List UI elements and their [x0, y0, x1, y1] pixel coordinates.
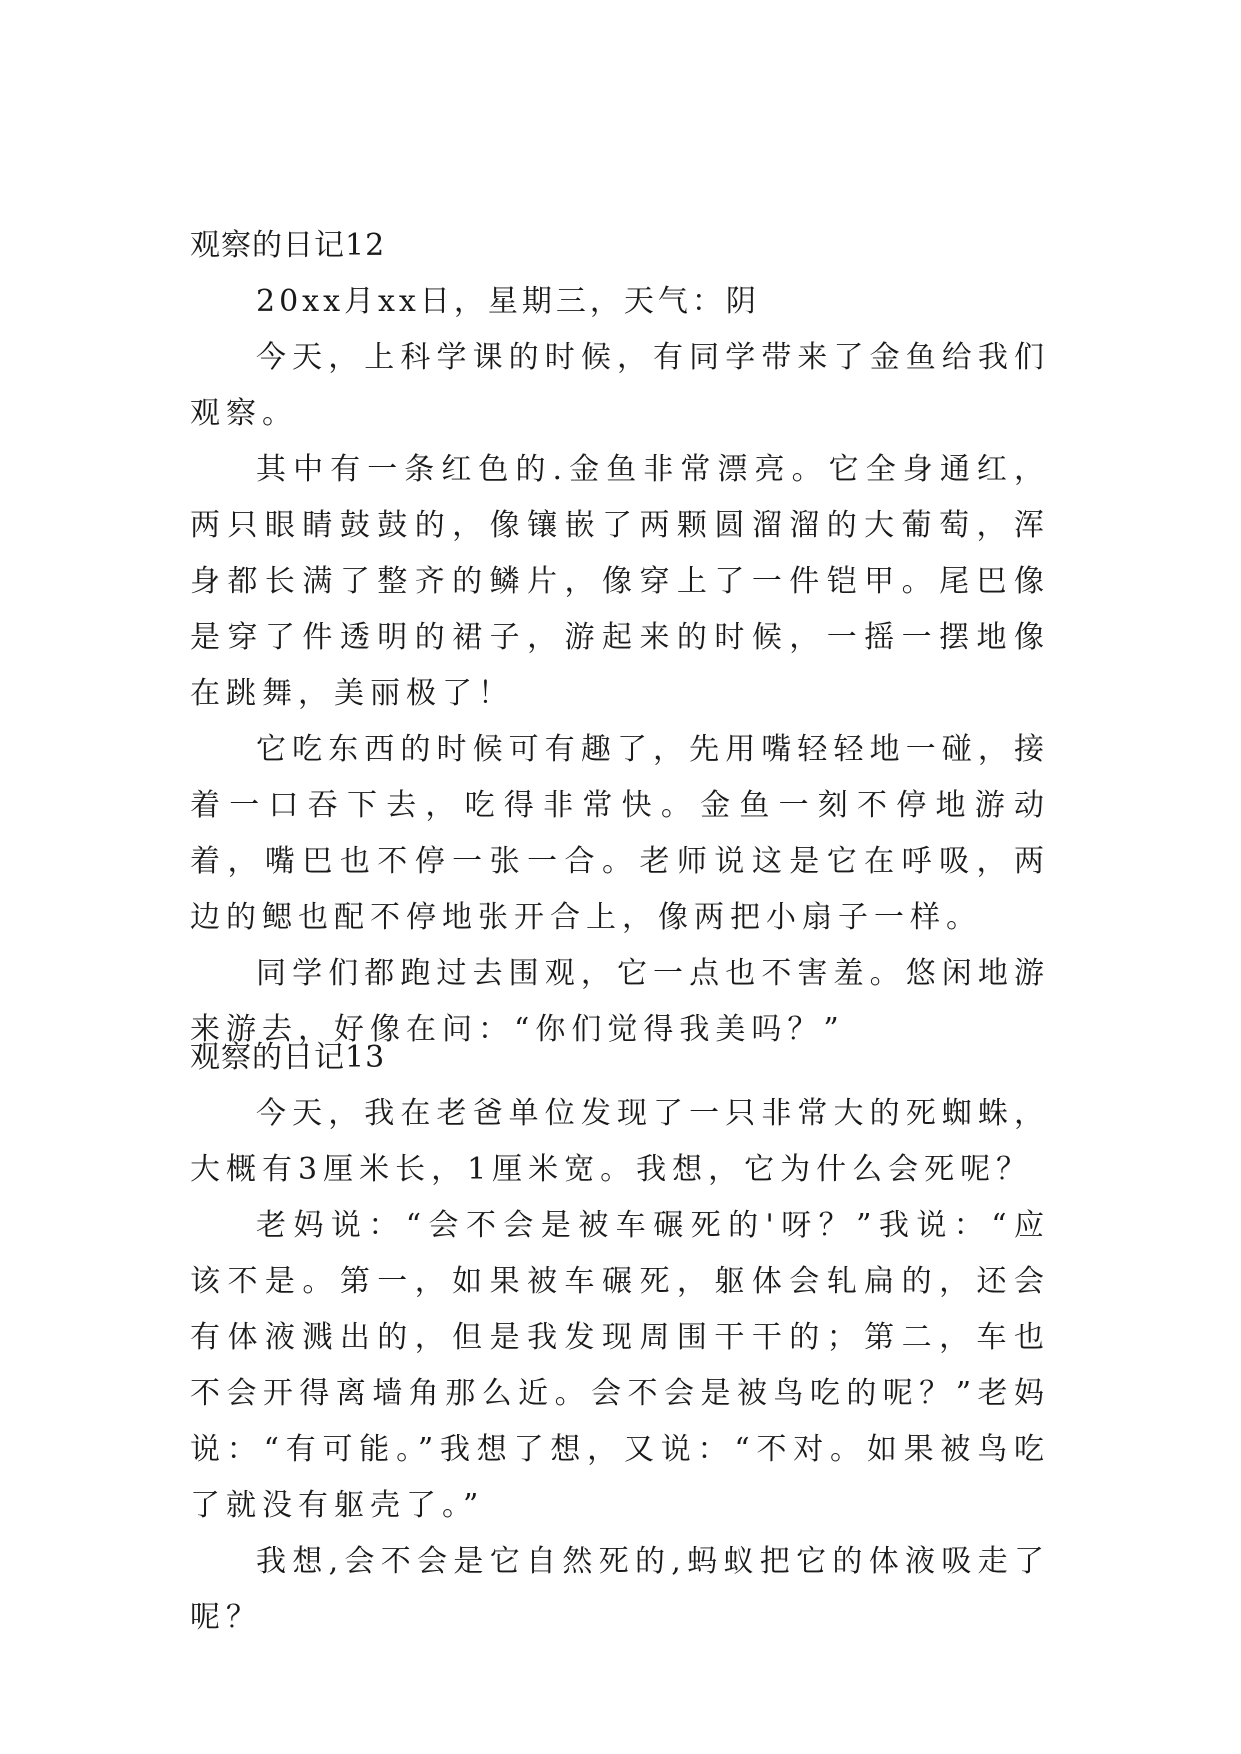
- entry-paragraph: 同学们都跑过去围观，它一点也不害羞。悠闲地游来游去，好像在问：“你们觉得我美吗？”: [190, 956, 1050, 1047]
- entry-date-line: 20xx月xx日，星期三，天气：阴: [256, 284, 760, 319]
- diary-entry-13: [190, 1030, 1050, 1646]
- entry-paragraph: 它吃东西的时候可有趣了，先用嘴轻轻地一碰，接着一口吞下去，吃得非常快。金鱼一刻不停地游动着，嘴巴也不停一张一合。老师说这是它在呼吸，两边的鳃也配不停地张开合上，像两把小扇子一样。: [190, 732, 1050, 935]
- entry-paragraph: 今天，上科学课的时候，有同学带来了金鱼给我们观察。: [190, 340, 1050, 431]
- entry-paragraph: 其中有一条红色的.金鱼非常漂亮。它全身通红，两只眼睛鼓鼓的，像镶嵌了两颗圆溜溜的大葡萄，浑身都长满了整齐的鳞片，像穿上了一件铠甲。尾巴像是穿了件透明的裙子，游起来的时候，一摇一摆地像在跳舞，美丽极了！: [190, 452, 1050, 711]
- entry-title: 观察的日记13: [190, 1040, 386, 1075]
- entry-paragraph: 我想,会不会是它自然死的,蚂蚁把它的体液吸走了呢？: [190, 1544, 1050, 1635]
- diary-entry-12: [190, 218, 1050, 1058]
- entry-paragraph: 老妈说：“会不会是被车碾死的'呀？”我说：“应该不是。第一，如果被车碾死，躯体会轧扁的，还会有体液溅出的，但是我发现周围干干的；第二，车也不会开得离墙角那么近。会不会是被鸟吃的呢？”老妈说：“有可能。”我想了想，又说：“不对。如果被鸟吃了就没有躯壳了。”: [190, 1208, 1050, 1523]
- entry-paragraph: 今天，我在老爸单位发现了一只非常大的死蜘蛛，大概有3厘米长，1厘米宽。我想，它为什么会死呢？: [190, 1096, 1050, 1187]
- entry-title: 观察的日记12: [190, 228, 386, 263]
